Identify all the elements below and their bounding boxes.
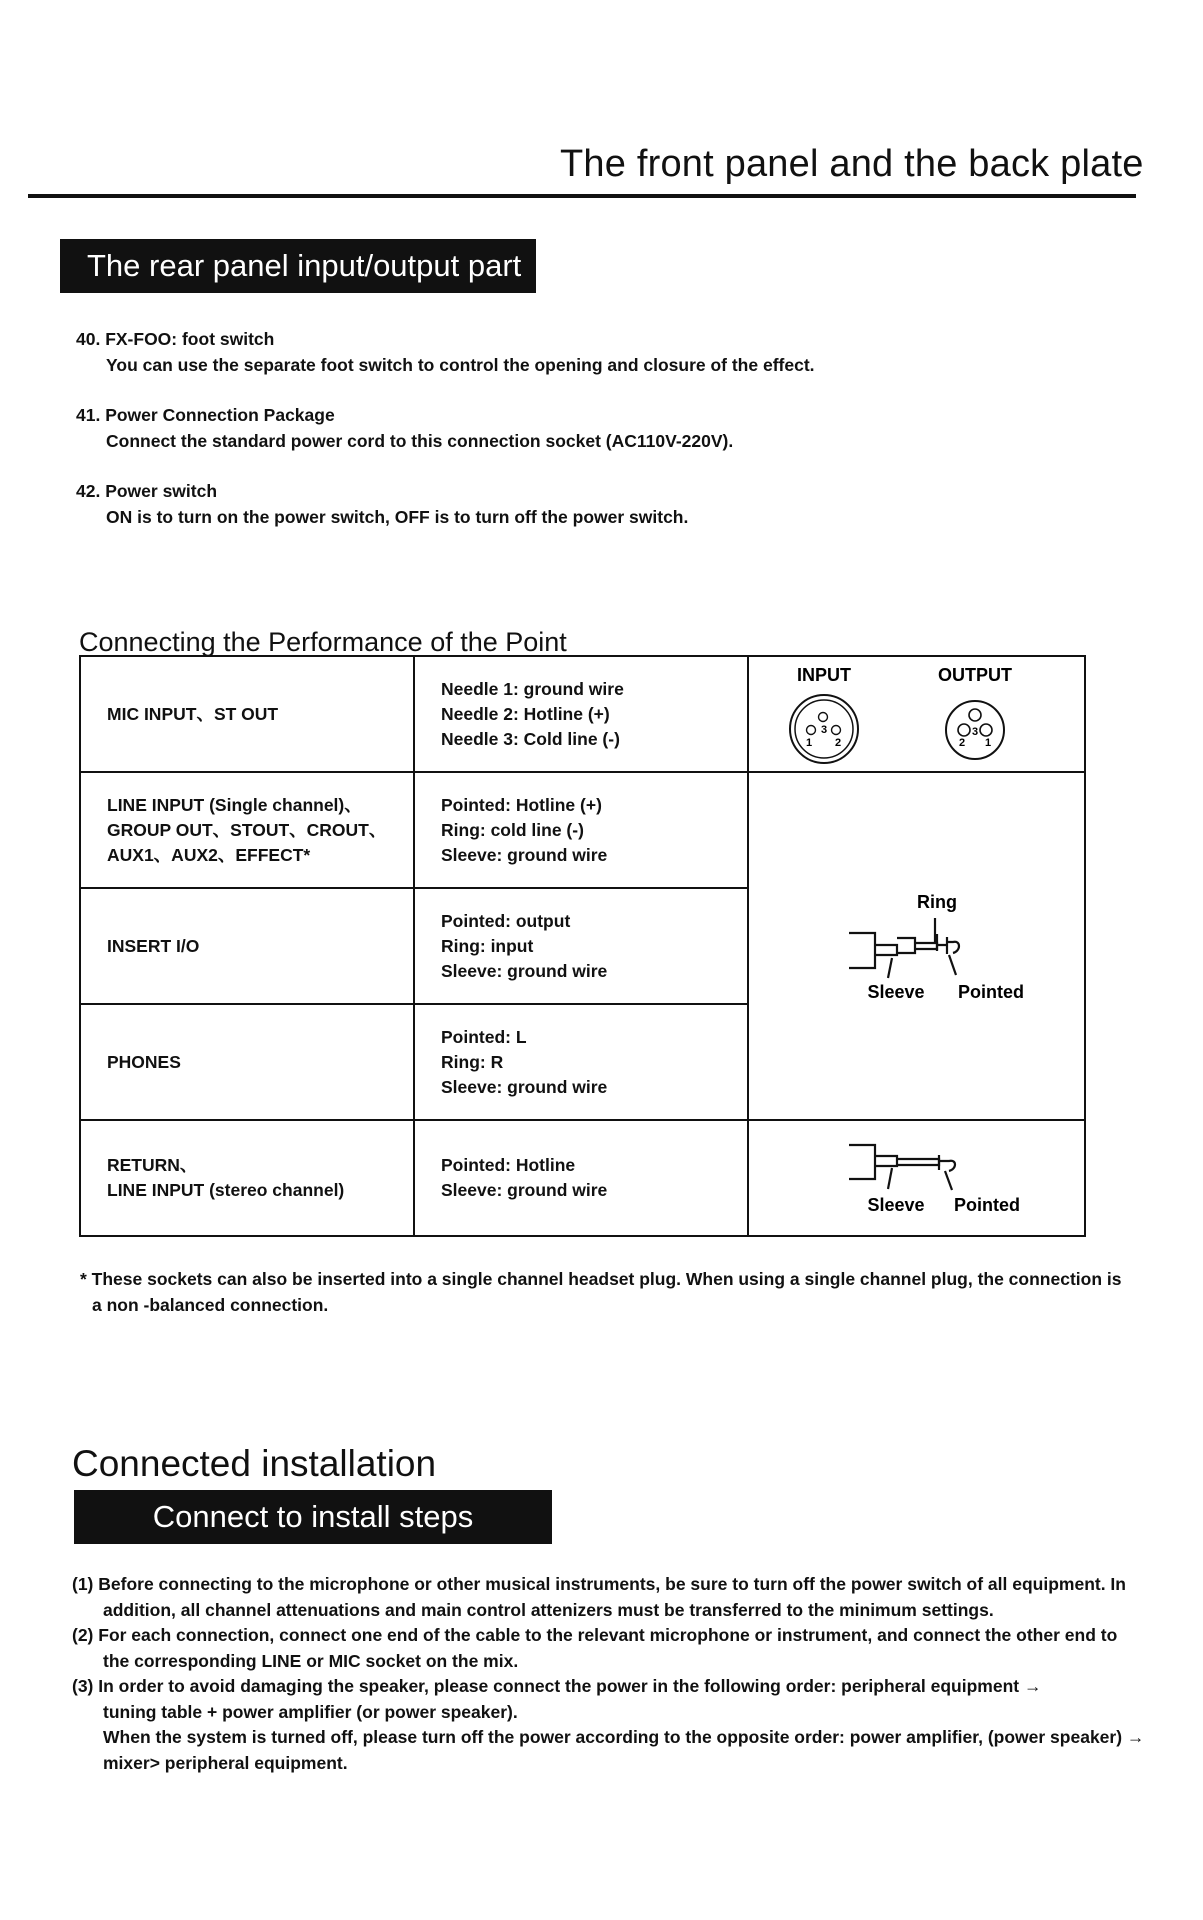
- install-steps-banner: [74, 1490, 552, 1544]
- header-divider: [28, 194, 1136, 198]
- footnote-line: a non -balanced connection.: [92, 1295, 329, 1315]
- rear-panel-banner: [60, 239, 536, 293]
- footnote-line: * These sockets can also be inserted into a single channel headset plug. When using a single channel plug, the connection is: [80, 1269, 1122, 1289]
- table-row: [80, 772, 1085, 888]
- item-description: ON is to turn on the power switch, OFF is to turn off the power switch.: [106, 507, 689, 527]
- item-title: 41. Power Connection Package: [76, 405, 335, 425]
- output-label: OUTPUT: [938, 665, 1012, 685]
- rear-panel-item: [76, 402, 733, 454]
- connector-name: LINE INPUT (stereo channel): [107, 1180, 345, 1200]
- pin-line: Needle 3: Cold line (-): [441, 728, 620, 749]
- step-line: (3) In order to avoid damaging the speaker, please connect the power in the following order: peripheral equipment →: [72, 1676, 1042, 1696]
- connection-table: [79, 655, 1086, 1237]
- step-line: When the system is turned off, please turn off the power according to the opposite order: power amplifier, (power speaker) →: [103, 1727, 1145, 1747]
- installation-title: Connected installation: [72, 1443, 437, 1484]
- step-line: (1) Before connecting to the microphone or other musical instruments, be sure to turn off the power switch of all equipment. In: [72, 1574, 1126, 1594]
- connector-name: PHONES: [107, 1051, 181, 1072]
- connector-name-cell: [80, 1120, 414, 1236]
- pin-assignment-cell: [414, 888, 748, 1004]
- pin-number: 2: [958, 737, 966, 749]
- connector-name: RETURN、: [107, 1155, 198, 1175]
- trs-plug-icon: [849, 918, 959, 978]
- step-line: (2) For each connection, connect one end of the cable to the relevant microphone or instrument, and connect the other end to: [72, 1625, 1118, 1645]
- ts-plug-diagram: [749, 1121, 1081, 1235]
- rear-panel-banner-text: The rear panel input/output part: [87, 248, 522, 283]
- connector-name: GROUP OUT、STOUT、CROUT、: [107, 819, 387, 840]
- pin-assignment-cell: [414, 656, 748, 772]
- item-description: Connect the standard power cord to this connection socket (AC110V-220V).: [106, 431, 734, 451]
- connector-name: MIC INPUT、ST OUT: [107, 703, 279, 724]
- install-steps-banner-text: Connect to install steps: [152, 1499, 474, 1534]
- pin-line: Needle 1: ground wire: [441, 678, 624, 699]
- table-row: [80, 1120, 1085, 1236]
- pin-line: Sleeve: ground wire: [441, 844, 608, 865]
- xlr-connector-diagram: [749, 657, 1081, 771]
- pin-number: 1: [984, 737, 992, 749]
- pin-line: Ring: R: [441, 1051, 504, 1072]
- sleeve-label: Sleeve: [867, 1195, 925, 1215]
- pin-line: Sleeve: ground wire: [441, 1076, 608, 1097]
- connector-name: INSERT I/O: [107, 935, 200, 956]
- connector-name-cell: [80, 656, 414, 772]
- step-line: addition, all channel attenuations and main control attenizers must be transferred to the minimum settings.: [103, 1599, 994, 1620]
- item-title: 40. FX-FOO: foot switch: [76, 329, 275, 349]
- trs-diagram-cell: [748, 772, 1085, 1120]
- xlr-input-icon: [790, 695, 858, 763]
- pin-number: 1: [805, 737, 813, 749]
- table-footnote: [80, 1266, 1122, 1318]
- pin-line: Sleeve: ground wire: [441, 1180, 608, 1200]
- pin-line: Pointed: L: [441, 1026, 527, 1047]
- install-step: [72, 1623, 1118, 1674]
- pin-assignment-cell: [414, 1004, 748, 1120]
- connection-section-title: Connecting the Performance of the Point: [79, 627, 567, 657]
- sleeve-label: Sleeve: [867, 982, 925, 1002]
- ring-label: Ring: [917, 892, 957, 912]
- rear-panel-item: [76, 326, 815, 378]
- pin-line: Pointed: Hotline: [441, 1155, 576, 1175]
- pin-number: 3: [971, 726, 979, 738]
- xlr-diagram-cell: [748, 656, 1085, 772]
- item-title: 42. Power switch: [76, 481, 218, 501]
- pin-line: Ring: cold line (-): [441, 819, 584, 840]
- connector-name: AUX1、AUX2、EFFECT*: [107, 844, 311, 865]
- install-step: [72, 1572, 1126, 1623]
- connector-name-cell: [80, 888, 414, 1004]
- pin-assignment-cell: [414, 772, 748, 888]
- step-line: mixer> peripheral equipment.: [103, 1752, 348, 1773]
- connector-name: LINE INPUT (Single channel)、: [107, 794, 362, 815]
- pin-line: Needle 2: Hotline (+): [441, 703, 610, 724]
- connector-name-cell: [80, 1004, 414, 1120]
- pin-line: Pointed: output: [441, 910, 571, 931]
- pin-number: 3: [820, 724, 828, 736]
- pin-line: Pointed: Hotline (+): [441, 794, 602, 815]
- pin-assignment-cell: [414, 1120, 748, 1236]
- install-steps-list: [72, 1572, 1145, 1776]
- item-description: You can use the separate foot switch to control the opening and closure of the effect.: [106, 355, 815, 375]
- input-label: INPUT: [797, 665, 851, 685]
- ts-diagram-cell: [748, 1120, 1085, 1236]
- table-row: [80, 656, 1085, 772]
- pointed-label: Pointed: [954, 1195, 1020, 1215]
- step-line: the corresponding LINE or MIC socket on the mix.: [103, 1650, 519, 1671]
- pointed-label: Pointed: [958, 982, 1024, 1002]
- ts-plug-icon: [849, 1145, 955, 1190]
- page-title: The front panel and the back plate: [560, 143, 1144, 185]
- install-step: [72, 1674, 1145, 1776]
- pin-number: 2: [834, 737, 842, 749]
- trs-plug-diagram: [749, 773, 1081, 1119]
- step-line: tuning table + power amplifier (or power speaker).: [103, 1701, 518, 1722]
- xlr-output-icon: [946, 701, 1004, 759]
- pin-line: Sleeve: ground wire: [441, 960, 608, 981]
- connector-name-cell: [80, 772, 414, 888]
- pin-line: Ring: input: [441, 935, 534, 956]
- rear-panel-item: [76, 478, 688, 530]
